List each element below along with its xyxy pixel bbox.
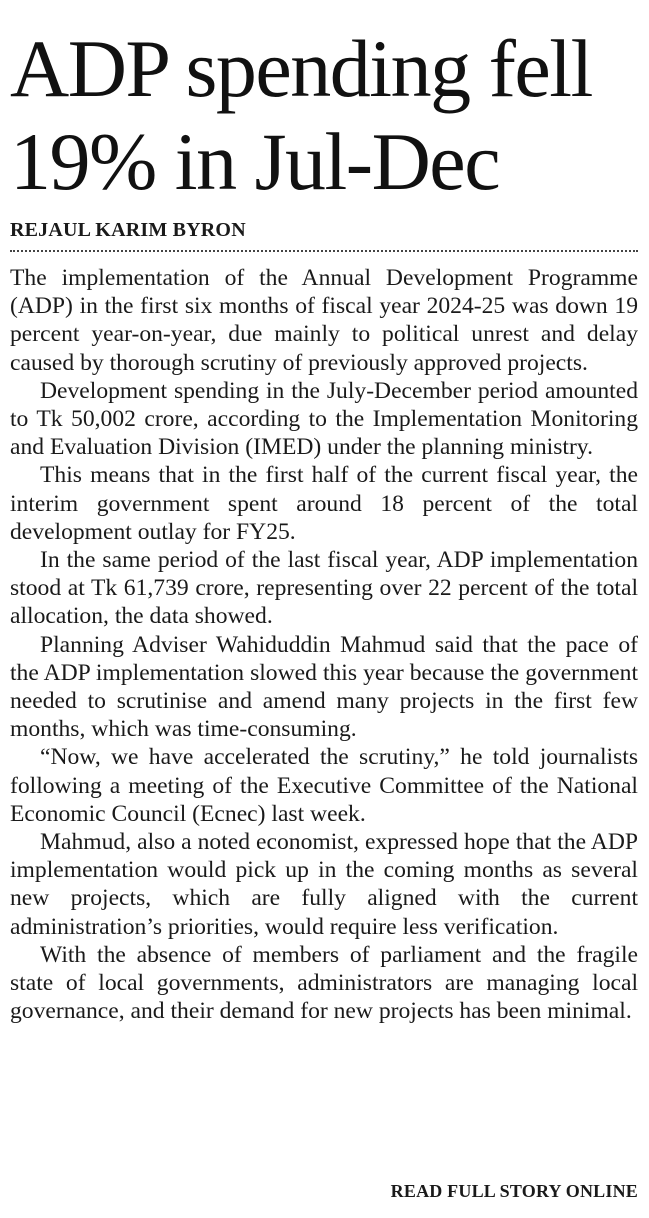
headline: ADP spending fell 19% in Jul-Dec xyxy=(10,23,592,207)
article-body xyxy=(10,264,638,1025)
paragraph: Mahmud, also a noted economist, expressed hope that the ADP implementation would pick up in the coming months as several new projects, which are fully aligned with the current administration’s priorities, would require less verification. xyxy=(10,829,638,940)
article xyxy=(10,0,638,1218)
byline: REJAUL KARIM BYRON xyxy=(10,219,246,241)
read-full-story-link[interactable]: READ FULL STORY ONLINE xyxy=(390,1181,638,1201)
paragraph: Planning Adviser Wahiduddin Mahmud said that the pace of the ADP implementation slowed this year because the government needed to scrutinise and amend many projects in the first few months, which was time-consuming. xyxy=(10,631,638,743)
paragraph: Development spending in the July-December period amounted to Tk 50,002 crore, according to the Implementation Monitoring and Evaluation Division (IMED) under the planning ministry. xyxy=(10,377,638,461)
paragraph: In the same period of the last fiscal year, ADP implementation stood at Tk 61,739 crore, representing over 22 percent of the total allocation, the data showed. xyxy=(10,547,638,630)
paragraph: This means that in the first half of the current fiscal year, the interim government spent around 18 percent of the total development outlay for FY25. xyxy=(10,462,638,545)
paragraph: The implementation of the Annual Development Programme (ADP) in the first six months of fiscal year 2024-25 was down 19 percent year-on-year, due mainly to political unrest and delay caused by thorough scrutiny of previously approved projects. xyxy=(10,265,638,376)
dotted-divider xyxy=(10,250,638,252)
paragraph: “Now, we have accelerated the scrutiny,” he told journalists following a meeting of the Executive Committee of the National Economic Council (Ecnec) last week. xyxy=(10,744,638,827)
paragraph: With the absence of members of parliament and the fragile state of local governments, administrators are managing local governance, and their demand for new projects has been minimal. xyxy=(10,941,638,1025)
